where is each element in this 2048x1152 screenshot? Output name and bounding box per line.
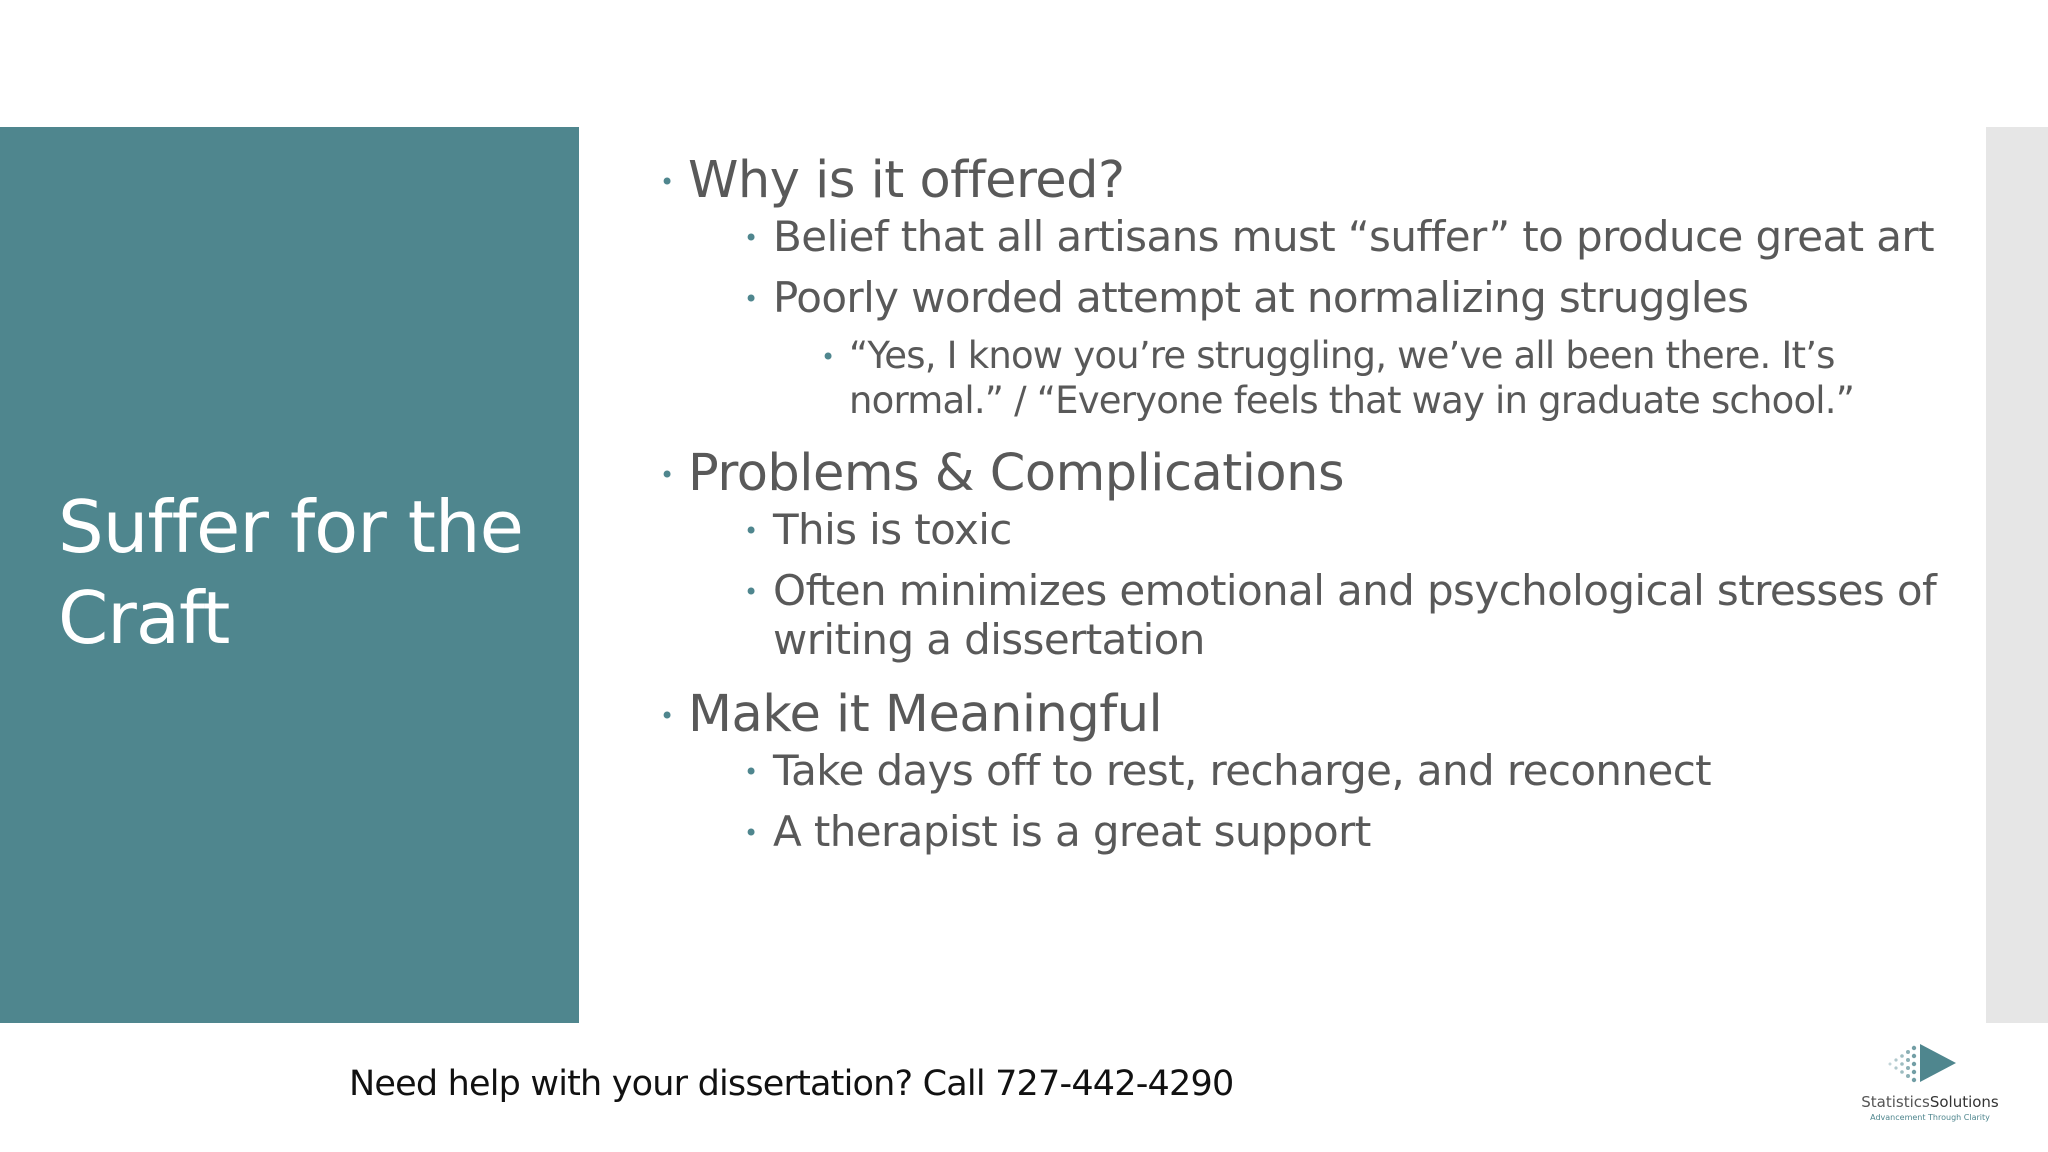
bullet-dot-icon: • [744, 224, 758, 252]
bullet-dot-icon: • [744, 819, 758, 847]
bullet-text: Belief that all artisans must “suffer” to produce great art [773, 212, 1934, 261]
side-strip [1986, 127, 2048, 1023]
bullet-level3 [821, 333, 1966, 423]
section-heading: Why is it offered? [688, 151, 1125, 210]
company-logo [1850, 1040, 2010, 1120]
bullet-dot-icon: • [744, 285, 758, 313]
bullet-text: Take days off to rest, recharge, and reconnect [773, 746, 1712, 795]
bullet-dot-icon: • [744, 758, 758, 786]
logo-brand-part1: Statistics [1861, 1093, 1930, 1111]
bullet-text: A therapist is a great support [773, 807, 1371, 856]
bullet-text: Often minimizes emotional and psychological stresses of writing a dissertation [773, 566, 1937, 664]
bullet-level1 [656, 150, 1966, 212]
footer-call-to-action: Need help with your dissertation? Call 727-442-4290 [349, 1064, 1234, 1104]
slide-title: Suffer for the Craft [58, 485, 523, 660]
bullet-dot-icon: • [744, 578, 758, 606]
bullet-dot-icon: • [660, 461, 674, 489]
logo-tagline: Advancement Through Clarity [1870, 1113, 1990, 1122]
bullet-text: This is toxic [773, 505, 1012, 554]
bullet-dot-icon: • [660, 168, 674, 196]
bullet-dot-icon: • [744, 517, 758, 545]
bullet-dot-icon: • [821, 343, 835, 371]
bullet-level2 [744, 566, 1966, 664]
logo-brand [1850, 1093, 2010, 1111]
slide-content [656, 150, 1966, 856]
bullet-level2 [744, 807, 1966, 856]
bullet-dot-icon: • [660, 702, 674, 730]
section-heading: Make it Meaningful [688, 685, 1163, 744]
bullet-level2 [744, 212, 1966, 261]
bullet-level2 [744, 273, 1966, 322]
section-heading: Problems & Complications [688, 444, 1345, 503]
bullet-level1 [656, 684, 1966, 746]
bullet-level1 [656, 443, 1966, 505]
bullet-text: “Yes, I know you’re struggling, we’ve all been there. It’s normal.” / “Everyone feels that way in graduate school.” [849, 334, 1855, 422]
logo-brand-part2: Solutions [1929, 1093, 1999, 1111]
bullet-text: Poorly worded attempt at normalizing struggles [773, 273, 1749, 322]
bullet-level2 [744, 746, 1966, 795]
play-triangle-dots-icon [1886, 1040, 1976, 1090]
bullet-level2 [744, 505, 1966, 554]
